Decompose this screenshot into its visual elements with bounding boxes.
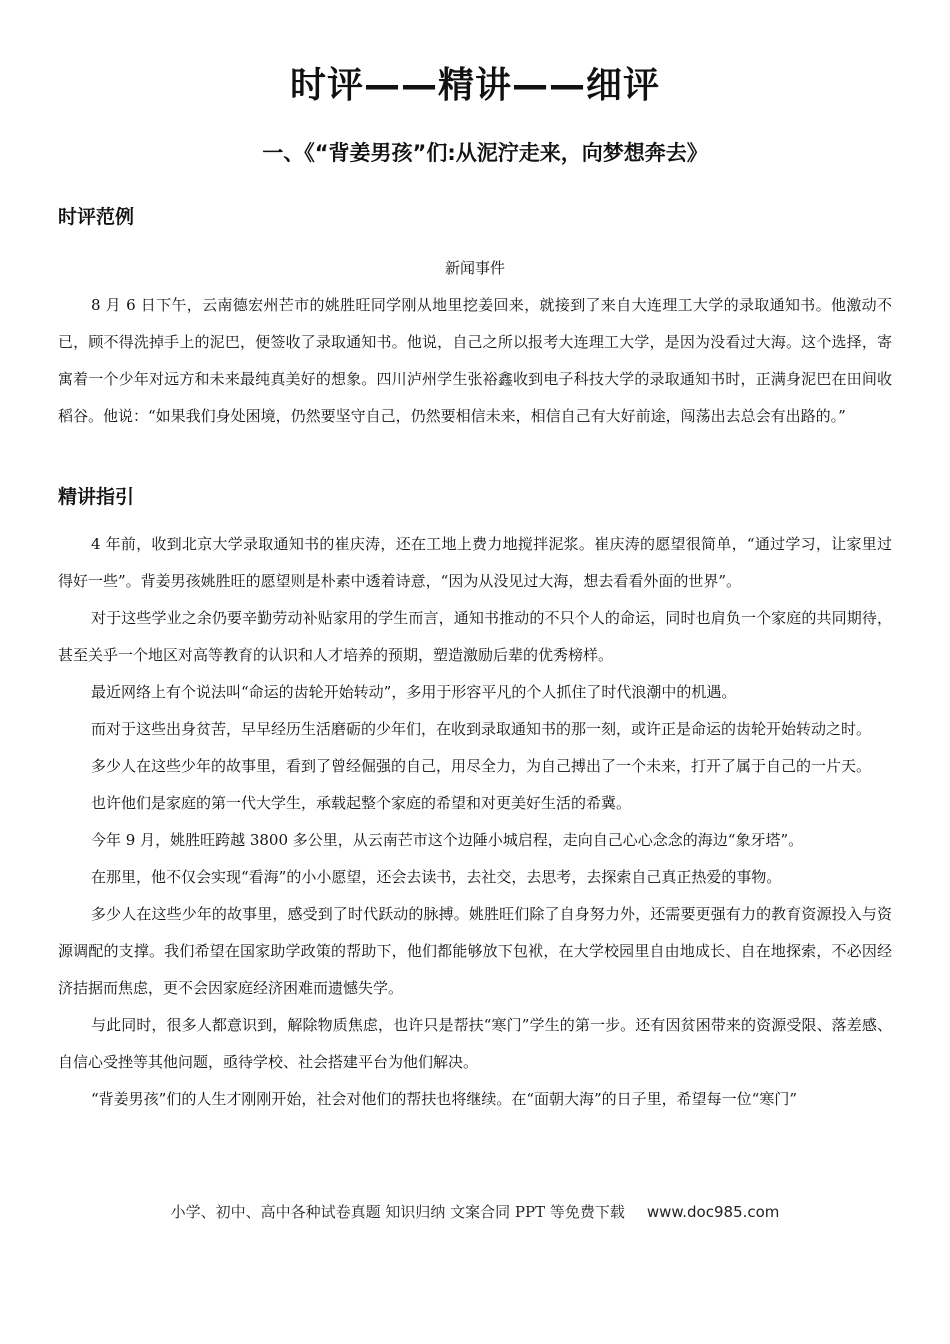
section-heading-guidance: 精讲指引	[58, 486, 135, 508]
news-event-label: 新闻事件	[444, 259, 505, 277]
guidance-paragraph: 4 年前，收到北京大学录取通知书的崔庆涛，还在工地上费力地搅拌泥浆。崔庆涛的愿望很简单，“通过学习，让家里过得好一些”。背姜男孩姚胜旺的愿望则是朴素中透着诗意，“因为从没见过大海，想去看看外面的世界”。	[58, 535, 892, 590]
guidance-paragraph: 与此同时，很多人都意识到，解除物质焦虑，也许只是帮扶“寒门”学生的第一步。还有因贫困带来的资源受限、落差感、自信心受挫等其他问题，亟待学校、社会搭建平台为他们解决。	[58, 1016, 892, 1071]
news-event-block	[58, 250, 892, 435]
footer-site-link[interactable]: www.doc985.com	[646, 1203, 780, 1221]
guidance-paragraph: 多少人在这些少年的故事里，感受到了时代跃动的脉搏。姚胜旺们除了自身努力外，还需要更强有力的教育资源投入与资源调配的支撑。我们希望在国家助学政策的帮助下，他们都能够放下包袱，在大学校园里自由地成长、自在地探索，不必因经济拮据而焦虑，更不会因家庭经济困难而遗憾失学。	[58, 905, 892, 997]
guidance-paragraph: 也许他们是家庭的第一代大学生，承载起整个家庭的希望和对更美好生活的希冀。	[91, 794, 632, 812]
guidance-paragraph: 而对于这些出身贫苦，早早经历生活磨砺的少年们，在收到录取通知书的那一刻，或许正是命运的齿轮开始转动之时。	[91, 720, 872, 738]
section-heading-example: 时评范例	[58, 206, 135, 228]
guidance-paragraph: “背姜男孩”们的人生才刚刚开始，社会对他们的帮扶也将继续。在“面朝大海”的日子里，希望每一位“寒门”	[91, 1090, 798, 1108]
page-footer	[0, 1198, 950, 1226]
guidance-paragraph: 多少人在这些少年的故事里，看到了曾经倔强的自己，用尽全力，为自己搏出了一个未来，打开了属于自己的一片天。	[91, 757, 872, 775]
guidance-block	[58, 526, 892, 1118]
news-event-paragraph: 8 月 6 日下午，云南德宏州芒市的姚胜旺同学刚从地里挖姜回来，就接到了来自大连理工大学的录取通知书。他激动不已，顾不得洗掉手上的泥巴，便签收了录取通知书。他说，自己之所以报考大连理工大学，是因为没看过大海。这个选择，寄寓着一个少年对远方和未来最纯真美好的想象。四川泸州学生张裕鑫收到电子科技大学的录取通知书时，正满身泥巴在田间收稻谷。他说：“如果我们身处困境，仍然要坚守自己，仍然要相信未来，相信自己有大好前途，闯荡出去总会有出路的。”	[58, 296, 892, 425]
article-subtitle: 一、《“背姜男孩”们:从泥泞走来，向梦想奔去》	[262, 141, 708, 165]
guidance-paragraph: 今年 9 月，姚胜旺跨越 3800 多公里，从云南芒市这个边陲小城启程，走向自己心心念念的海边“象牙塔”。	[91, 831, 804, 849]
guidance-paragraph: 在那里，他不仅会实现“看海”的小小愿望，还会去读书，去社交，去思考，去探索自己真正热爱的事物。	[91, 868, 782, 886]
guidance-paragraph: 最近网络上有个说法叫“命运的齿轮开始转动”，多用于形容平凡的个人抓住了时代浪潮中的机遇。	[91, 683, 737, 701]
page-title: 时评——精讲——细评	[289, 65, 660, 106]
footer-text: 小学、初中、高中各种试卷真题 知识归纳 文案合同 PPT 等免费下载	[170, 1203, 625, 1221]
guidance-paragraph: 对于这些学业之余仍要辛勤劳动补贴家用的学生而言，通知书推动的不只个人的命运，同时也肩负一个家庭的共同期待，甚至关乎一个地区对高等教育的认识和人才培养的预期，塑造激励后辈的优秀榜样。	[58, 609, 892, 664]
